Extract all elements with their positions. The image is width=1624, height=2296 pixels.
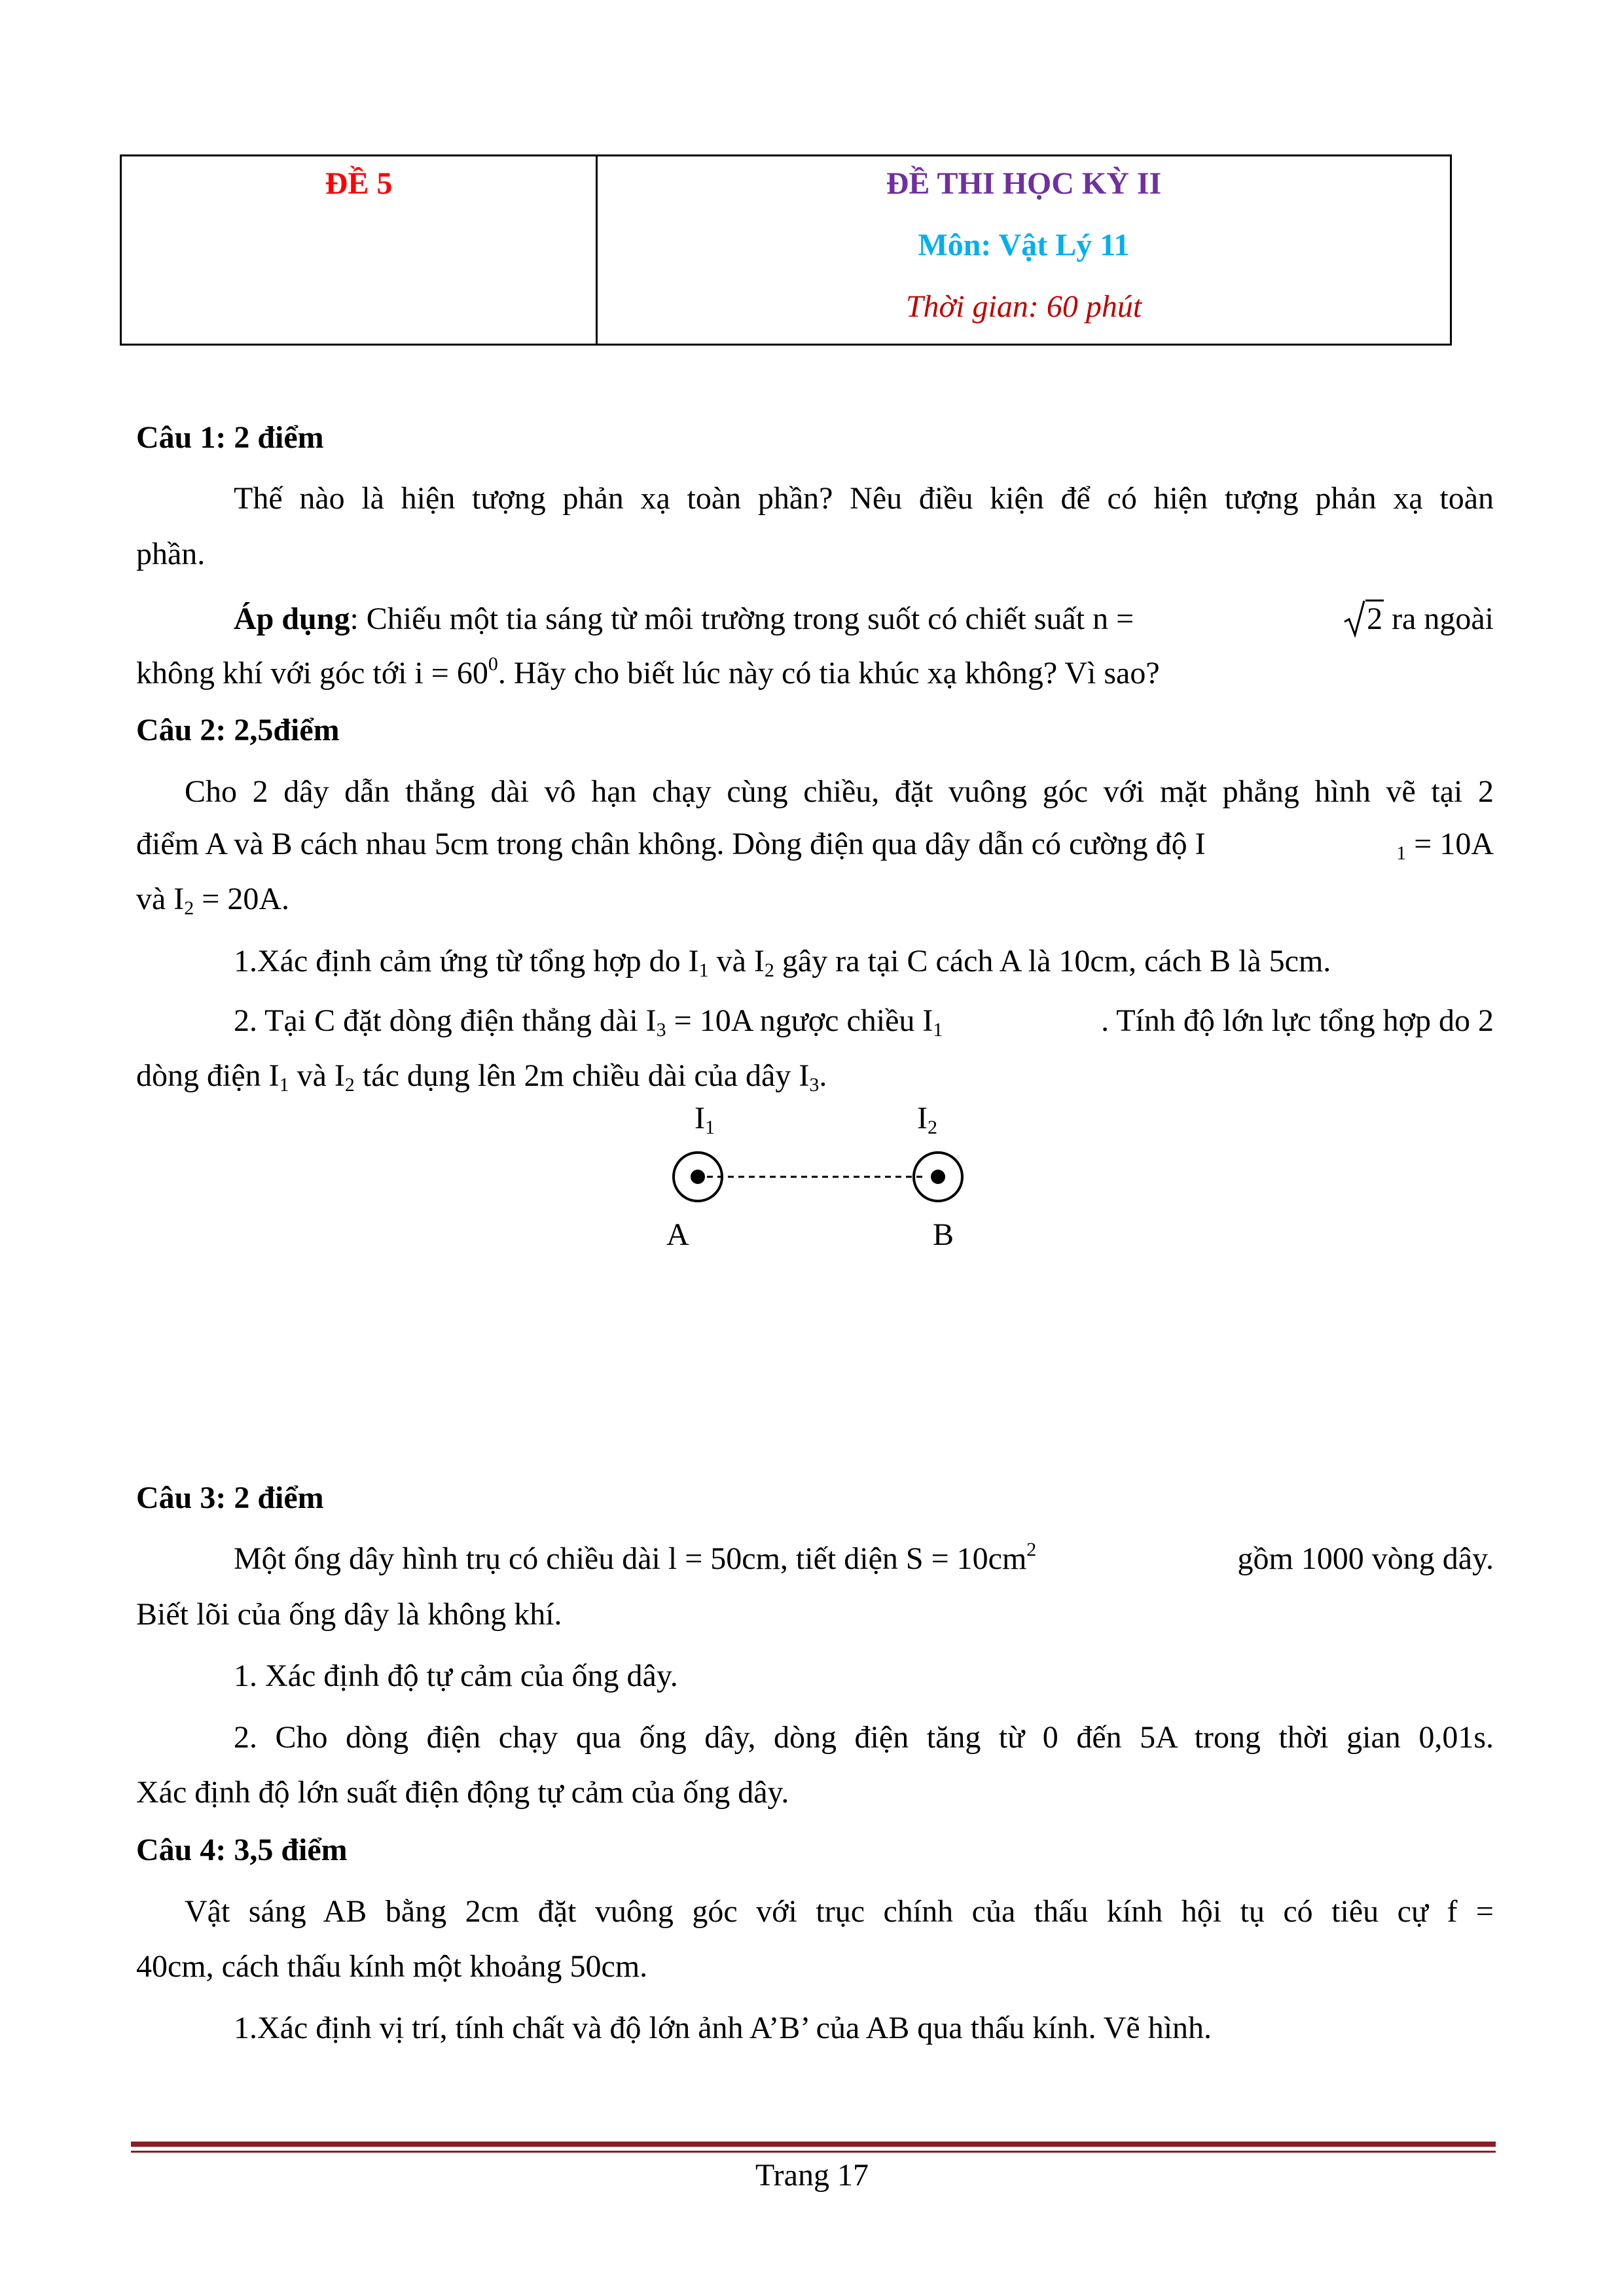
q1-line-1: Thế nào là hiện tượng phản xạ toàn phần? Nêu điều kiện để có hiện tượng phản xạ toàn	[234, 481, 1494, 516]
radical-sign-icon	[1343, 600, 1365, 637]
q1-line-3-end: ra ngoài	[1392, 601, 1494, 636]
q1-apply-text: : Chiếu một tia sáng từ môi trường trong suốt có chiết suất n =	[350, 601, 1134, 636]
q1-line-2: phần.	[136, 537, 206, 571]
q3-part-2-cont: Xác định độ lớn suất điện động tự cảm của ống dây.	[136, 1775, 789, 1810]
q1-line-4: không khí với góc tới $i = 60^0$. Hãy cho biết lúc này có tia khúc xạ không? Vì sao?	[136, 653, 1160, 691]
label-i2: $I_2$	[913, 1103, 941, 1134]
wire-diagram	[668, 1145, 982, 1217]
q3-line-1: Một ống dây hình trụ có chiều dài l = 50cm, tiết diện $S = 10cm^2$ gồm 1000 vòng dây.	[234, 1539, 1494, 1576]
exam-code: ĐỀ 5	[325, 166, 393, 201]
q3-part-2: 2. Cho dòng điện chạy qua ống dây, dòng điện tăng từ 0 đến 5A trong thời gian 0,01s.	[234, 1720, 1494, 1755]
q4-heading: Câu 4: 3,5 điểm	[136, 1833, 348, 1867]
q1-apply	[234, 603, 1134, 635]
q2-part-2: 2. Tại C đặt dòng điện thẳng dài $I_3 = 10A$ ngược chiều $I_1$ . Tính độ lớn lực tổng hợp do 2	[234, 1003, 1494, 1041]
q2-line-2: điểm A và B cách nhau 5cm trong chân không. Dòng điện qua dây dẫn có cường độ I $_1$ = 10A	[136, 827, 1494, 864]
q4-line-1: Vật sáng AB bằng 2cm đặt vuông góc với trục chính của thấu kính hội tụ có tiêu cự f =	[185, 1894, 1494, 1929]
q3-heading: Câu 3: 2 điểm	[136, 1480, 324, 1515]
q4-part-1: 1.Xác định vị trí, tính chất và độ lớn ảnh A’B’ của AB qua thấu kính. Vẽ hình.	[234, 2011, 1212, 2045]
q1-apply-label: Áp dụng	[234, 601, 350, 636]
q2-part-1: 1.Xác định cảm ứng từ tổng hợp do $I_1$ và $I_2$ gây ra tại C cách A là 10cm, cách B là 5cm.	[234, 944, 1331, 981]
q2-line-3: và $I_2 = 20A$.	[136, 882, 290, 919]
footer-rule-thin	[131, 2151, 1496, 2153]
wire-a-dot	[691, 1170, 705, 1184]
exam-subject: Môn: Vật Lý 11	[918, 228, 1130, 262]
sqrt-value: 2	[1365, 600, 1384, 636]
q2-line-1: Cho 2 dây dẫn thẳng dài vô hạn chạy cùng chiều, đặt vuông góc với mặt phẳng hình vẽ tại 2	[185, 774, 1494, 809]
sqrt-expression	[1343, 603, 1384, 635]
footer-rule-thick	[131, 2142, 1496, 2147]
q2-part-2-cont: dòng điện $I_1$ và $I_2$ tác dụng lên 2m chiều dài của dây $I_3$.	[136, 1058, 827, 1096]
wire-b-circle	[914, 1153, 962, 1201]
wire-a-circle	[674, 1153, 722, 1201]
wire-b-dot	[931, 1170, 945, 1184]
exam-title: ĐỀ THI HỌC KỲ II	[886, 166, 1162, 201]
q1-line-3	[234, 603, 1494, 635]
page-number: Trang 17	[755, 2158, 869, 2193]
label-b: B	[933, 1217, 954, 1252]
q3-part-1: 1. Xác định độ tự cảm của ống dây.	[234, 1659, 678, 1693]
exam-time: Thời gian: 60 phút	[905, 289, 1142, 324]
q2-heading: Câu 2: 2,5điểm	[136, 713, 340, 747]
label-i1: $I_1$	[691, 1103, 719, 1134]
q1-heading: Câu 1: 2 điểm	[136, 420, 324, 455]
q3-line-2: Biết lõi của ống dây là không khí.	[136, 1597, 562, 1632]
header-table	[120, 154, 1452, 346]
label-a: A	[666, 1217, 689, 1252]
q4-line-2: 40cm, cách thấu kính một khoảng 50cm.	[136, 1949, 648, 1984]
q1-sqrt-group	[1343, 603, 1494, 635]
